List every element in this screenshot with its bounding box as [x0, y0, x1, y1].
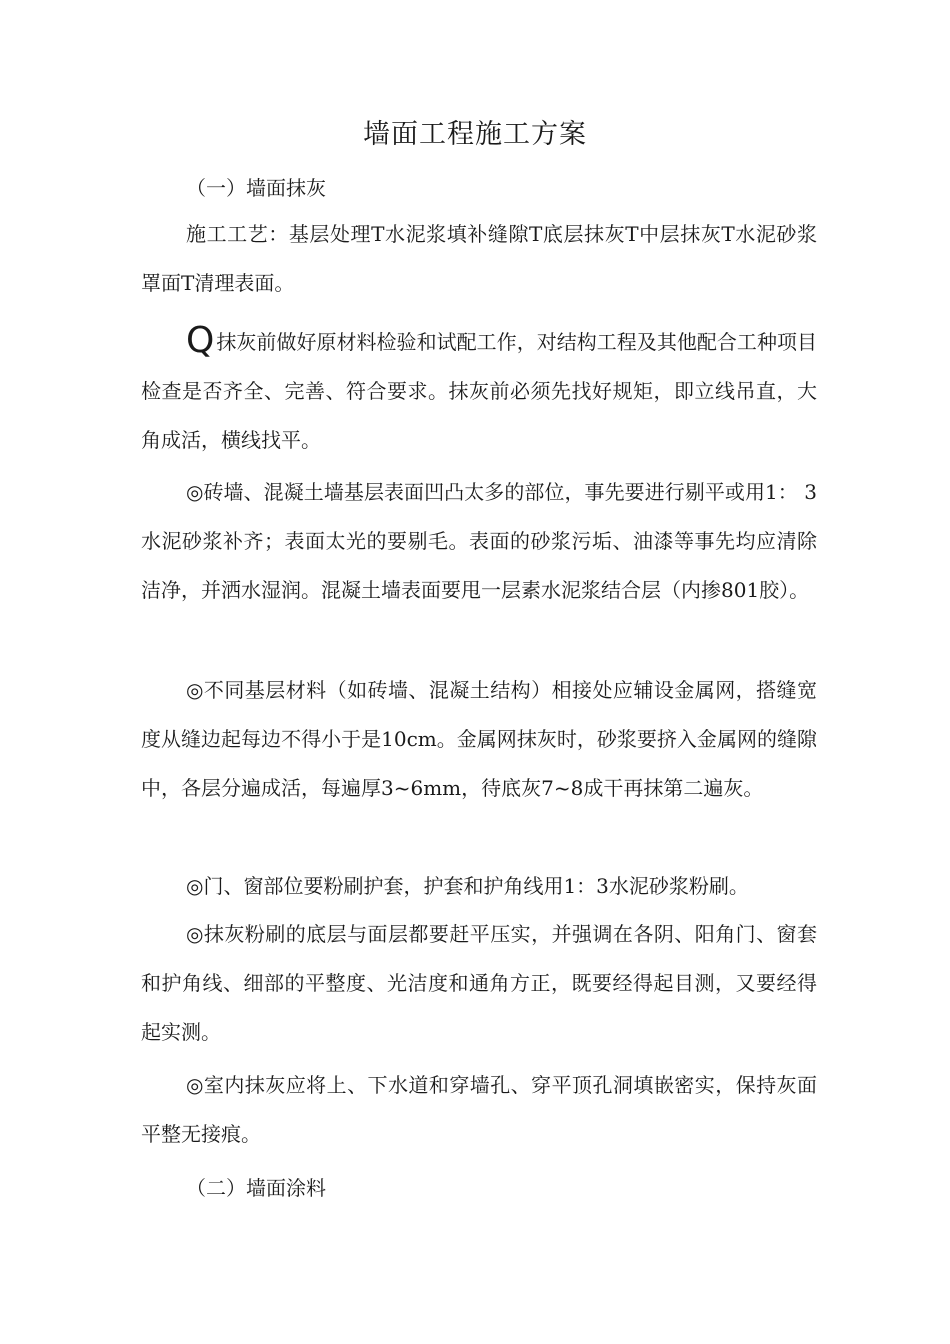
- process-paragraph: 施工工艺：基层处理T水泥浆填补缝隙T底层抹灰T中层抹灰T水泥砂浆罩面T清理表面。: [141, 222, 817, 295]
- section-heading-plastering: （一）墙面抹灰: [186, 176, 326, 200]
- item-paragraph-materials-text: 抹灰前做好原材料检验和试配工作，对结构工程及其他配合工种项目检查是否齐全、完善、符合要求。抹灰前必须先找好规矩，即立线吊直，大角成活，横线找平。: [141, 330, 817, 452]
- q-marker: Q: [186, 320, 215, 361]
- item-paragraph-finish-quality: ◎抹灰粉刷的底层与面层都要赶平压实，并强调在各阴、阳角门、窗套和护角线、细部的平整度、光洁度和通角方正，既要经得起目测，又要经得起实测。: [141, 922, 817, 1044]
- section-heading-coating: （二）墙面涂料: [186, 1176, 326, 1200]
- item-paragraph-base-treatment: ◎砖墙、混凝土墙基层表面凹凸太多的部位，事先要进行剔平或用1： 3水泥砂浆补齐；表面太光的要剔毛。表面的砂浆污垢、油漆等事先均应清除洁净，并洒水湿润。混凝土墙表面要甩一层素水泥浆结合层（内掺801胶）。: [141, 480, 817, 602]
- item-paragraph-door-window: ◎门、窗部位要粉刷护套，护套和护角线用1：3水泥砂浆粉刷。: [186, 874, 749, 898]
- document-title: 墙面工程施工方案: [363, 119, 587, 150]
- item-paragraph-materials: [141, 316, 817, 465]
- item-paragraph-pipe-holes: ◎室内抹灰应将上、下水道和穿墙孔、穿平顶孔洞填嵌密实，保持灰面平整无接痕。: [141, 1073, 817, 1146]
- item-paragraph-metal-mesh: ◎不同基层材料（如砖墙、混凝土结构）相接处应辅设金属网，搭缝宽度从缝边起每边不得小于是10cm。金属网抹灰时，砂浆要挤入金属网的缝隙中，各层分遍成活，每遍厚3~6mm，待底灰7~8成干再抹第二遍灰。: [141, 678, 817, 800]
